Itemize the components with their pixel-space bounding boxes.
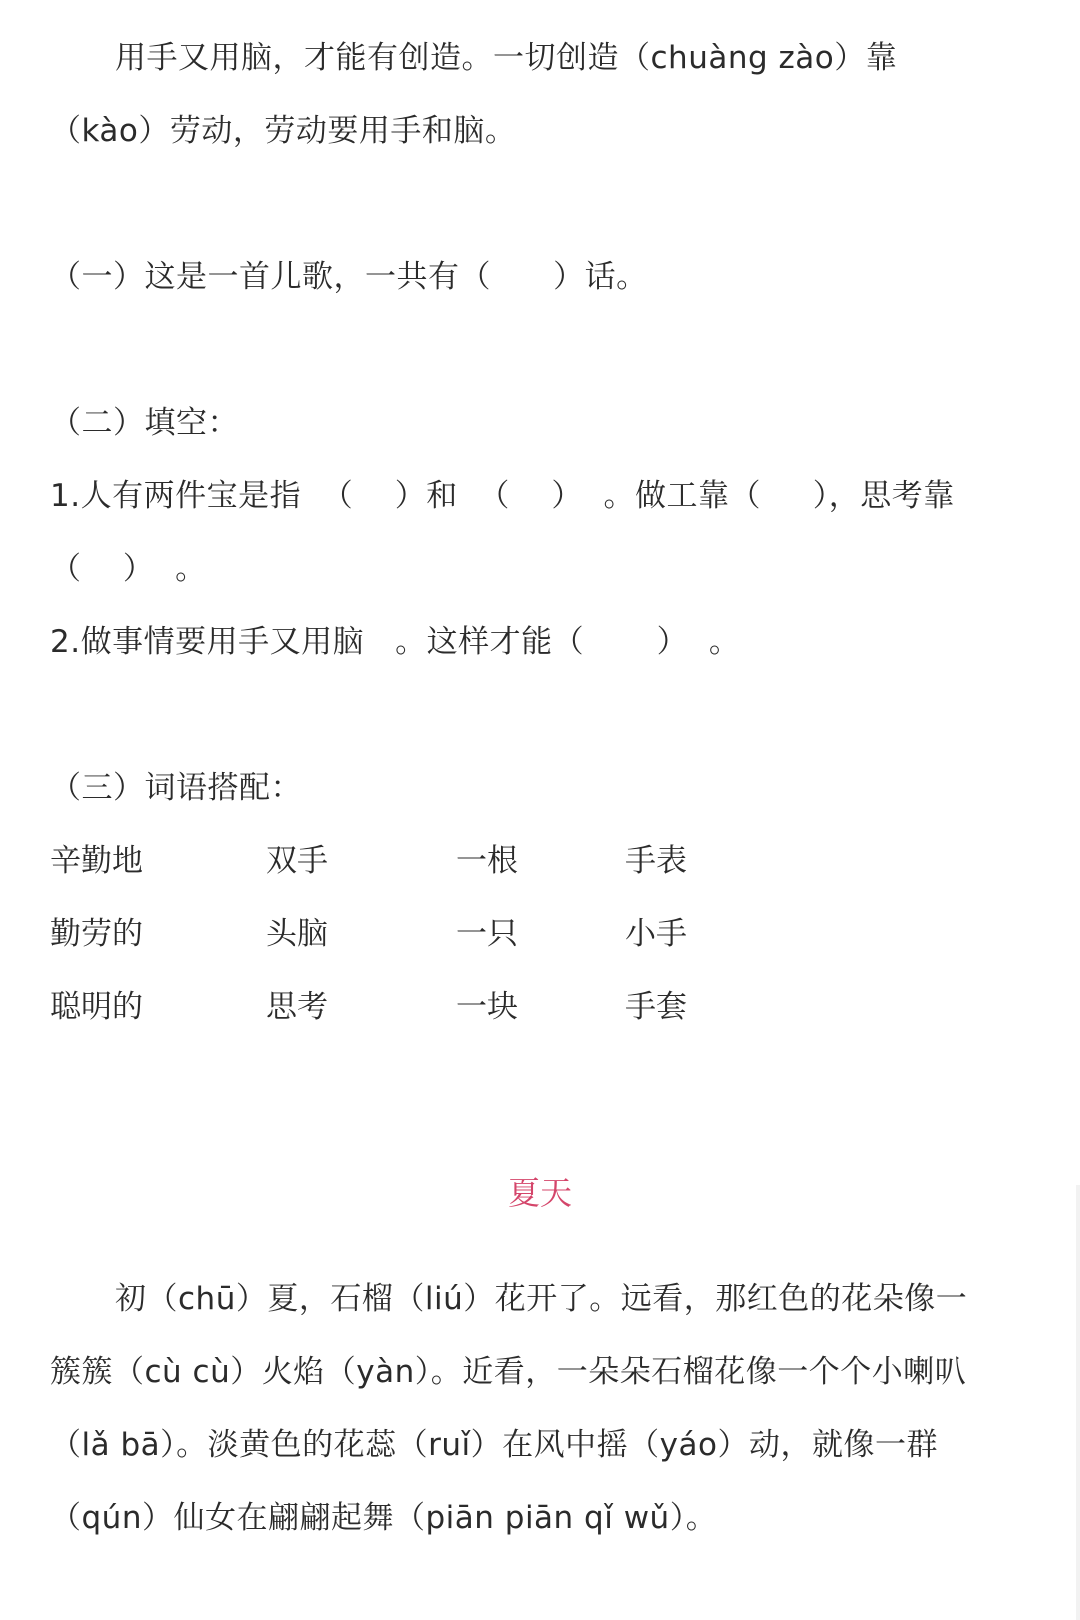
word-cell: 辛勤地 xyxy=(50,843,143,879)
passage1-line2: （kào）劳动，劳动要用手和脑。 xyxy=(50,113,517,149)
passage2-line4: （qún）仙女在翩翩起舞（piān piān qǐ wǔ）。 xyxy=(50,1500,718,1536)
word-cell: 小手 xyxy=(625,916,687,952)
word-cell: 一根 xyxy=(456,843,518,879)
word-cell: 一块 xyxy=(456,989,518,1025)
word-cell: 勤劳的 xyxy=(50,916,143,952)
word-cell: 手套 xyxy=(625,989,687,1025)
word-cell: 双手 xyxy=(266,843,328,879)
section-title: 夏天 xyxy=(507,1174,572,1212)
word-cell: 头脑 xyxy=(266,916,328,952)
passage2-line1: 初（chū）夏，石榴（liú）花开了。远看，那红色的花朵像一 xyxy=(115,1281,968,1317)
word-cell: 聪明的 xyxy=(50,989,143,1025)
question-3-heading: （三）词语搭配： xyxy=(50,770,302,806)
passage2-line2: 簇簇（cù cù）火焰（yàn）。近看，一朵朵石榴花像一个个小喇叭 xyxy=(50,1354,967,1390)
question-1: （一）这是一首儿歌，一共有（ ）话。 xyxy=(50,259,648,295)
word-cell: 思考 xyxy=(266,989,328,1025)
passage2-line3: （lǎ bā）。淡黄色的花蕊（ruǐ）在风中摇（yáo）动，就像一群 xyxy=(50,1427,938,1463)
page-edge-shadow xyxy=(1076,1185,1080,1620)
question-2-item1-line2: （ ） 。 xyxy=(50,551,207,587)
word-cell: 一只 xyxy=(456,916,518,952)
word-cell: 手表 xyxy=(625,843,687,879)
question-2-heading: （二）填空： xyxy=(50,405,239,441)
question-2-item2: 2.做事情要用手又用脑 。这样才能（ ） 。 xyxy=(50,624,741,660)
passage1-line1: 用手又用脑，才能有创造。一切创造（chuàng zào）靠 xyxy=(115,40,898,76)
question-2-item1-line1: 1.人有两件宝是指 （ ）和 （ ） 。做工靠（ ），思考靠 xyxy=(50,478,955,514)
